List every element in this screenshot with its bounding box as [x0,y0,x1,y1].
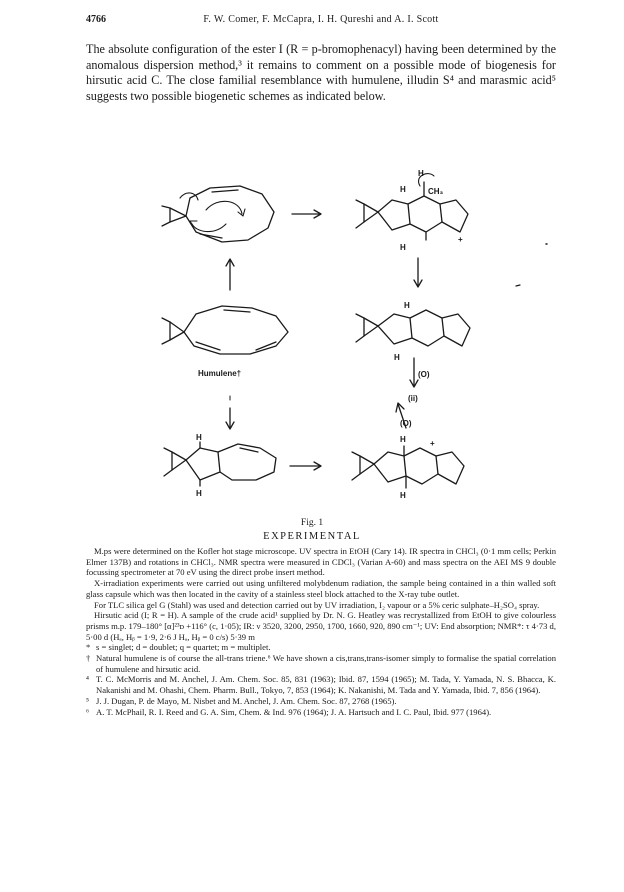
experimental-paragraph-1: M.ps were determined on the Kofler hot stage microscope. UV spectra in EtOH (Cary 14). IR spectra in CHCl₃ (0·1 mm cells; Perkin Elmer 137B) and rotations in CHCl₃. NMR spectra were measured in CDCl₃ (Varian A-60) and mass spectra on the AEI MS 9 double focussing spectrometer at 70 eV using the direct probe insert method. [86,546,556,578]
label-plus-e: + [430,439,435,448]
label-h-d1: H [196,433,202,442]
footnote-mark: † [86,653,91,664]
reference-text: J. J. Dugan, P. de Mayo, M. Nisbet and M. Anchel, J. Am. Chem. Soc. 87, 2768 (1965). [96,695,397,706]
arrow-right-down [414,258,422,287]
label-h-top: H [418,169,424,178]
label-h-c2: H [394,353,400,362]
structure-cyclized-humulene [162,186,274,242]
arrow-bottom-horizontal [290,462,321,470]
structure-tricyclic-bottom [352,446,464,488]
label-h-b2: H [400,243,406,252]
experimental-body [86,546,556,717]
label-ch3: CH₃ [428,187,444,196]
reference-item [86,674,556,695]
footnote-item [86,642,556,653]
footnote-text: Natural humulene is of course the all-trans triene.⁶ We have shown a cis,trans,trans-isomer simply to formalise the spatial correlation of humulene and hirsutic acid. [96,653,556,674]
arrow-oxidation-1 [410,358,418,387]
label-h-b1: H [400,185,406,194]
label-plus-b: + [458,235,463,244]
running-authors: F. W. Comer, F. McCapra, I. H. Qureshi and A. I. Scott [203,14,439,25]
reference-mark: ⁵ [86,695,89,706]
reference-item [86,696,556,707]
label-h-d2: H [196,489,202,498]
experimental-paragraph-2: X-irradiation experiments were carried out using unfiltered molybdenum radiation, the sample being contained in a thin walled soft glass capsule which was then located in the cavity of a stainless steel block attached to the X-ray tube outlet. [86,578,556,599]
arrow-top-horizontal [292,210,321,218]
reference-text: T. C. McMorris and M. Anchel, J. Am. Chem. Soc. 85, 831 (1963); Ibid. 87, 1594 (1965); M. Tada, Y. Yamada, N. S. Bhacca, K. Nakanishi and M. Ohashi, Chem. Pharm. Bull., Tokyo, 7, 853 (1964); K. Nakanishi, M. Tada and Y. Yamada, Ibid. 7, 856 (1964). [96,674,556,696]
page-number: 4766 [86,14,106,25]
label-humulene: Humulene† [198,369,242,378]
structure-bicyclic-diene [164,442,276,486]
figure-caption: Fig. 1 [300,518,324,528]
structure-tricyclic-intermediate [356,310,470,346]
arrow-left-up [226,259,234,290]
label-step-ii: (ii) [408,394,418,403]
reference-mark: ⁶ [86,706,89,717]
label-h-e2: H [400,491,406,500]
structure-humulene [162,306,288,354]
reference-item [86,707,556,718]
label-oxidation-2: (O) [400,419,412,428]
label-h-c1: H [404,301,410,310]
reference-text: A. T. McPhail, R. I. Reed and G. A. Sim, Chem. & Ind. 976 (1964); J. A. Hartsuch and I. C. Paul, Ibid. 977 (1964). [96,706,492,717]
reference-list [86,674,556,717]
footnote-item [86,653,556,674]
footnote-text: s = singlet; d = doublet; q = quartet; m = multiplet. [96,642,271,653]
intro-paragraph: The absolute configuration of the ester I (R = p-bromophenacyl) having been determined by the anomalous dispersion method,³ it remains to comment on a possible mode of biogenesis for hirsutic acid C. The close familial resemblance with humulene, illudin S⁴ and marasmic acid⁵ suggests two possible biogenetic schemes as indicated below. [86,42,556,103]
reference-mark: ⁴ [86,674,89,685]
section-heading-experimental: EXPERIMENTAL [263,531,361,542]
footnote-mark: * [86,642,91,653]
arrow-left-down-dashed [226,396,234,429]
label-h-e1: H [400,435,406,444]
experimental-paragraph-4: Hirsutic acid (I; R = H). A sample of the crude acid¹ supplied by Dr. N. G. Heatley was recrystallized from EtOH to give colourless prisms m.p. 179–180° [α]²³ᴅ +116° (c, 1·05); IR: ν 3520, 3200, 2950, 1700, 1660, 920, 890 cm⁻¹; UV: End absorption; NMR*: τ 4·73 d, 5·00 d (Hₐ, Hᵦ = 1·9, 2·6 J Hₐ, Hᵦ = 0 c/s) 5·39 m [86,610,556,642]
footnote-list [86,642,556,674]
experimental-paragraph-3: For TLC silica gel G (Stahl) was used and detection carried out by UV irradiation, I₂ vapour or a 5% ceric sulphate–H₂SO₄ spray. [94,599,540,610]
structure-tricyclic-cation [356,174,468,240]
label-oxidation-1: (O) [418,370,430,379]
